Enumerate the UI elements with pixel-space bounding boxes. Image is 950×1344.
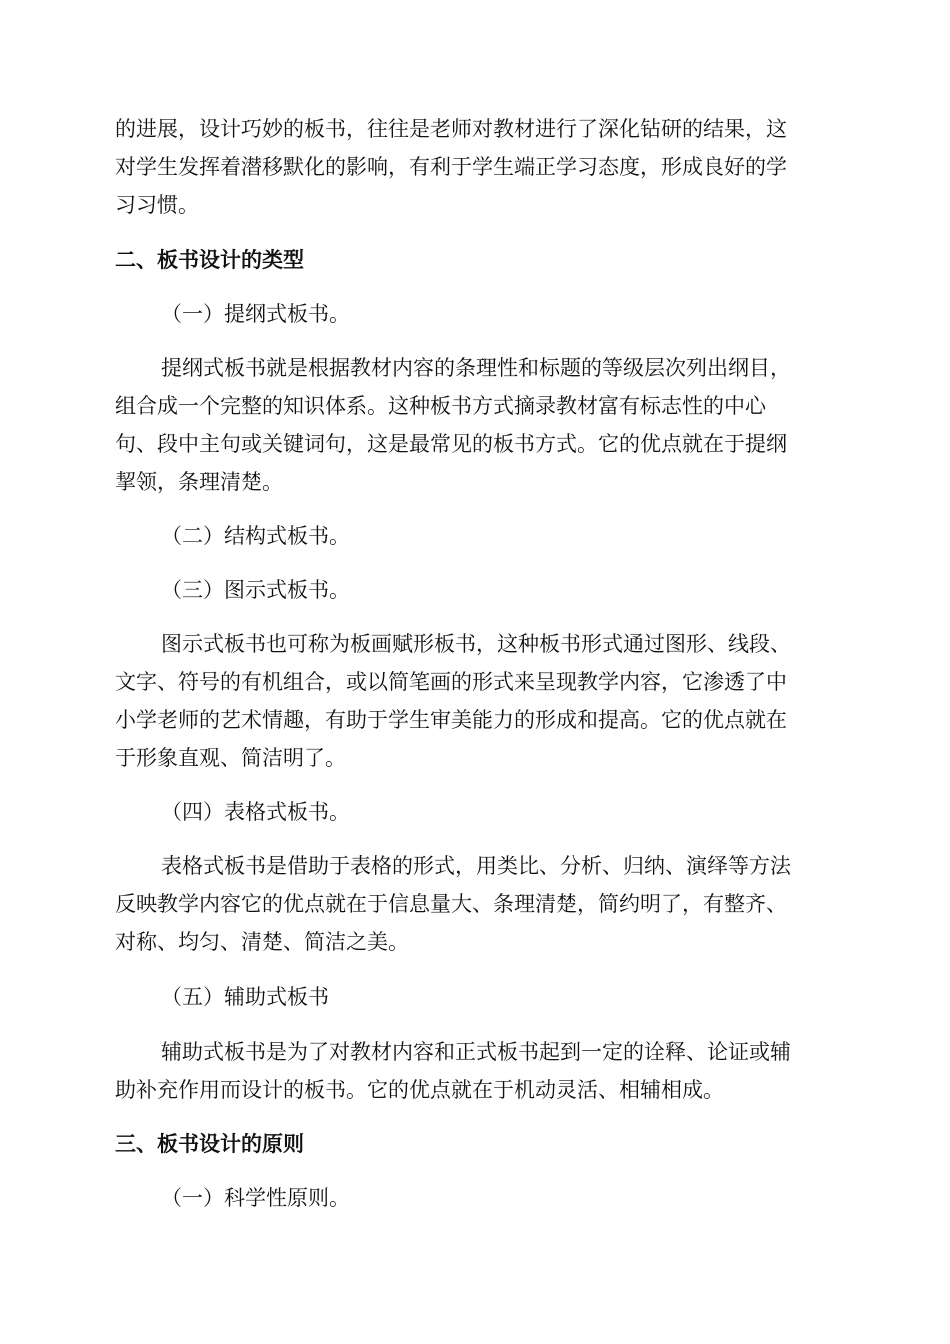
paragraph-outline — [115, 349, 835, 501]
text-line: 表格式板书是借助于表格的形式，用类比、分析、归纳、演绎等方法 — [161, 854, 791, 878]
text-line: 句、段中主句或关键词句，这是最常见的板书方式。它的优点就在于提纲 — [115, 432, 787, 456]
subheading-scientific: （一）科学性原则。 — [161, 1186, 350, 1210]
text-line: 提纲式板书就是根据教材内容的条理性和标题的等级层次列出纲目， — [161, 356, 791, 380]
text-line: 小学老师的艺术情趣，有助于学生审美能力的形成和提高。它的优点就在 — [115, 708, 787, 732]
text-line: 反映教学内容它的优点就在于信息量大、条理清楚，简约明了，有整齐、 — [115, 892, 787, 916]
paragraph-diagram — [115, 625, 835, 777]
subheading-outline: （一）提纲式板书。 — [161, 302, 350, 326]
text-line: 对称、均匀、清楚、简洁之美。 — [115, 930, 409, 954]
text-line: 对学生发挥着潜移默化的影响，有利于学生端正学习态度，形成良好的学 — [115, 155, 787, 179]
paragraph-table — [115, 847, 835, 961]
section-heading-types: 二、板书设计的类型 — [115, 247, 304, 272]
text-line: 的进展，设计巧妙的板书，往往是老师对教材进行了深化钻研的结果，这 — [115, 117, 787, 141]
text-line: 挈领，条理清楚。 — [115, 470, 283, 494]
text-line: 习习惯。 — [115, 193, 199, 217]
subheading-table: （四）表格式板书。 — [161, 800, 350, 824]
text-line: 辅助式板书是为了对教材内容和正式板书起到一定的诠释、论证或辅 — [161, 1040, 791, 1064]
subheading-structure: （二）结构式板书。 — [161, 524, 350, 548]
text-line: 助补充作用而设计的板书。它的优点就在于机动灵活、相辅相成。 — [115, 1078, 724, 1102]
text-line: 文字、符号的有机组合，或以简笔画的形式来呈现教学内容，它渗透了中 — [115, 670, 787, 694]
section-heading-principles: 三、板书设计的原则 — [115, 1131, 304, 1156]
subheading-diagram: （三）图示式板书。 — [161, 578, 350, 602]
intro-paragraph — [115, 110, 835, 224]
text-line: 于形象直观、简洁明了。 — [115, 746, 346, 770]
paragraph-auxiliary — [115, 1033, 835, 1109]
subheading-auxiliary: （五）辅助式板书 — [161, 985, 329, 1009]
text-line: 图示式板书也可称为板画赋形板书，这种板书形式通过图形、线段、 — [161, 632, 791, 656]
text-line: 组合成一个完整的知识体系。这种板书方式摘录教材富有标志性的中心 — [115, 394, 766, 418]
